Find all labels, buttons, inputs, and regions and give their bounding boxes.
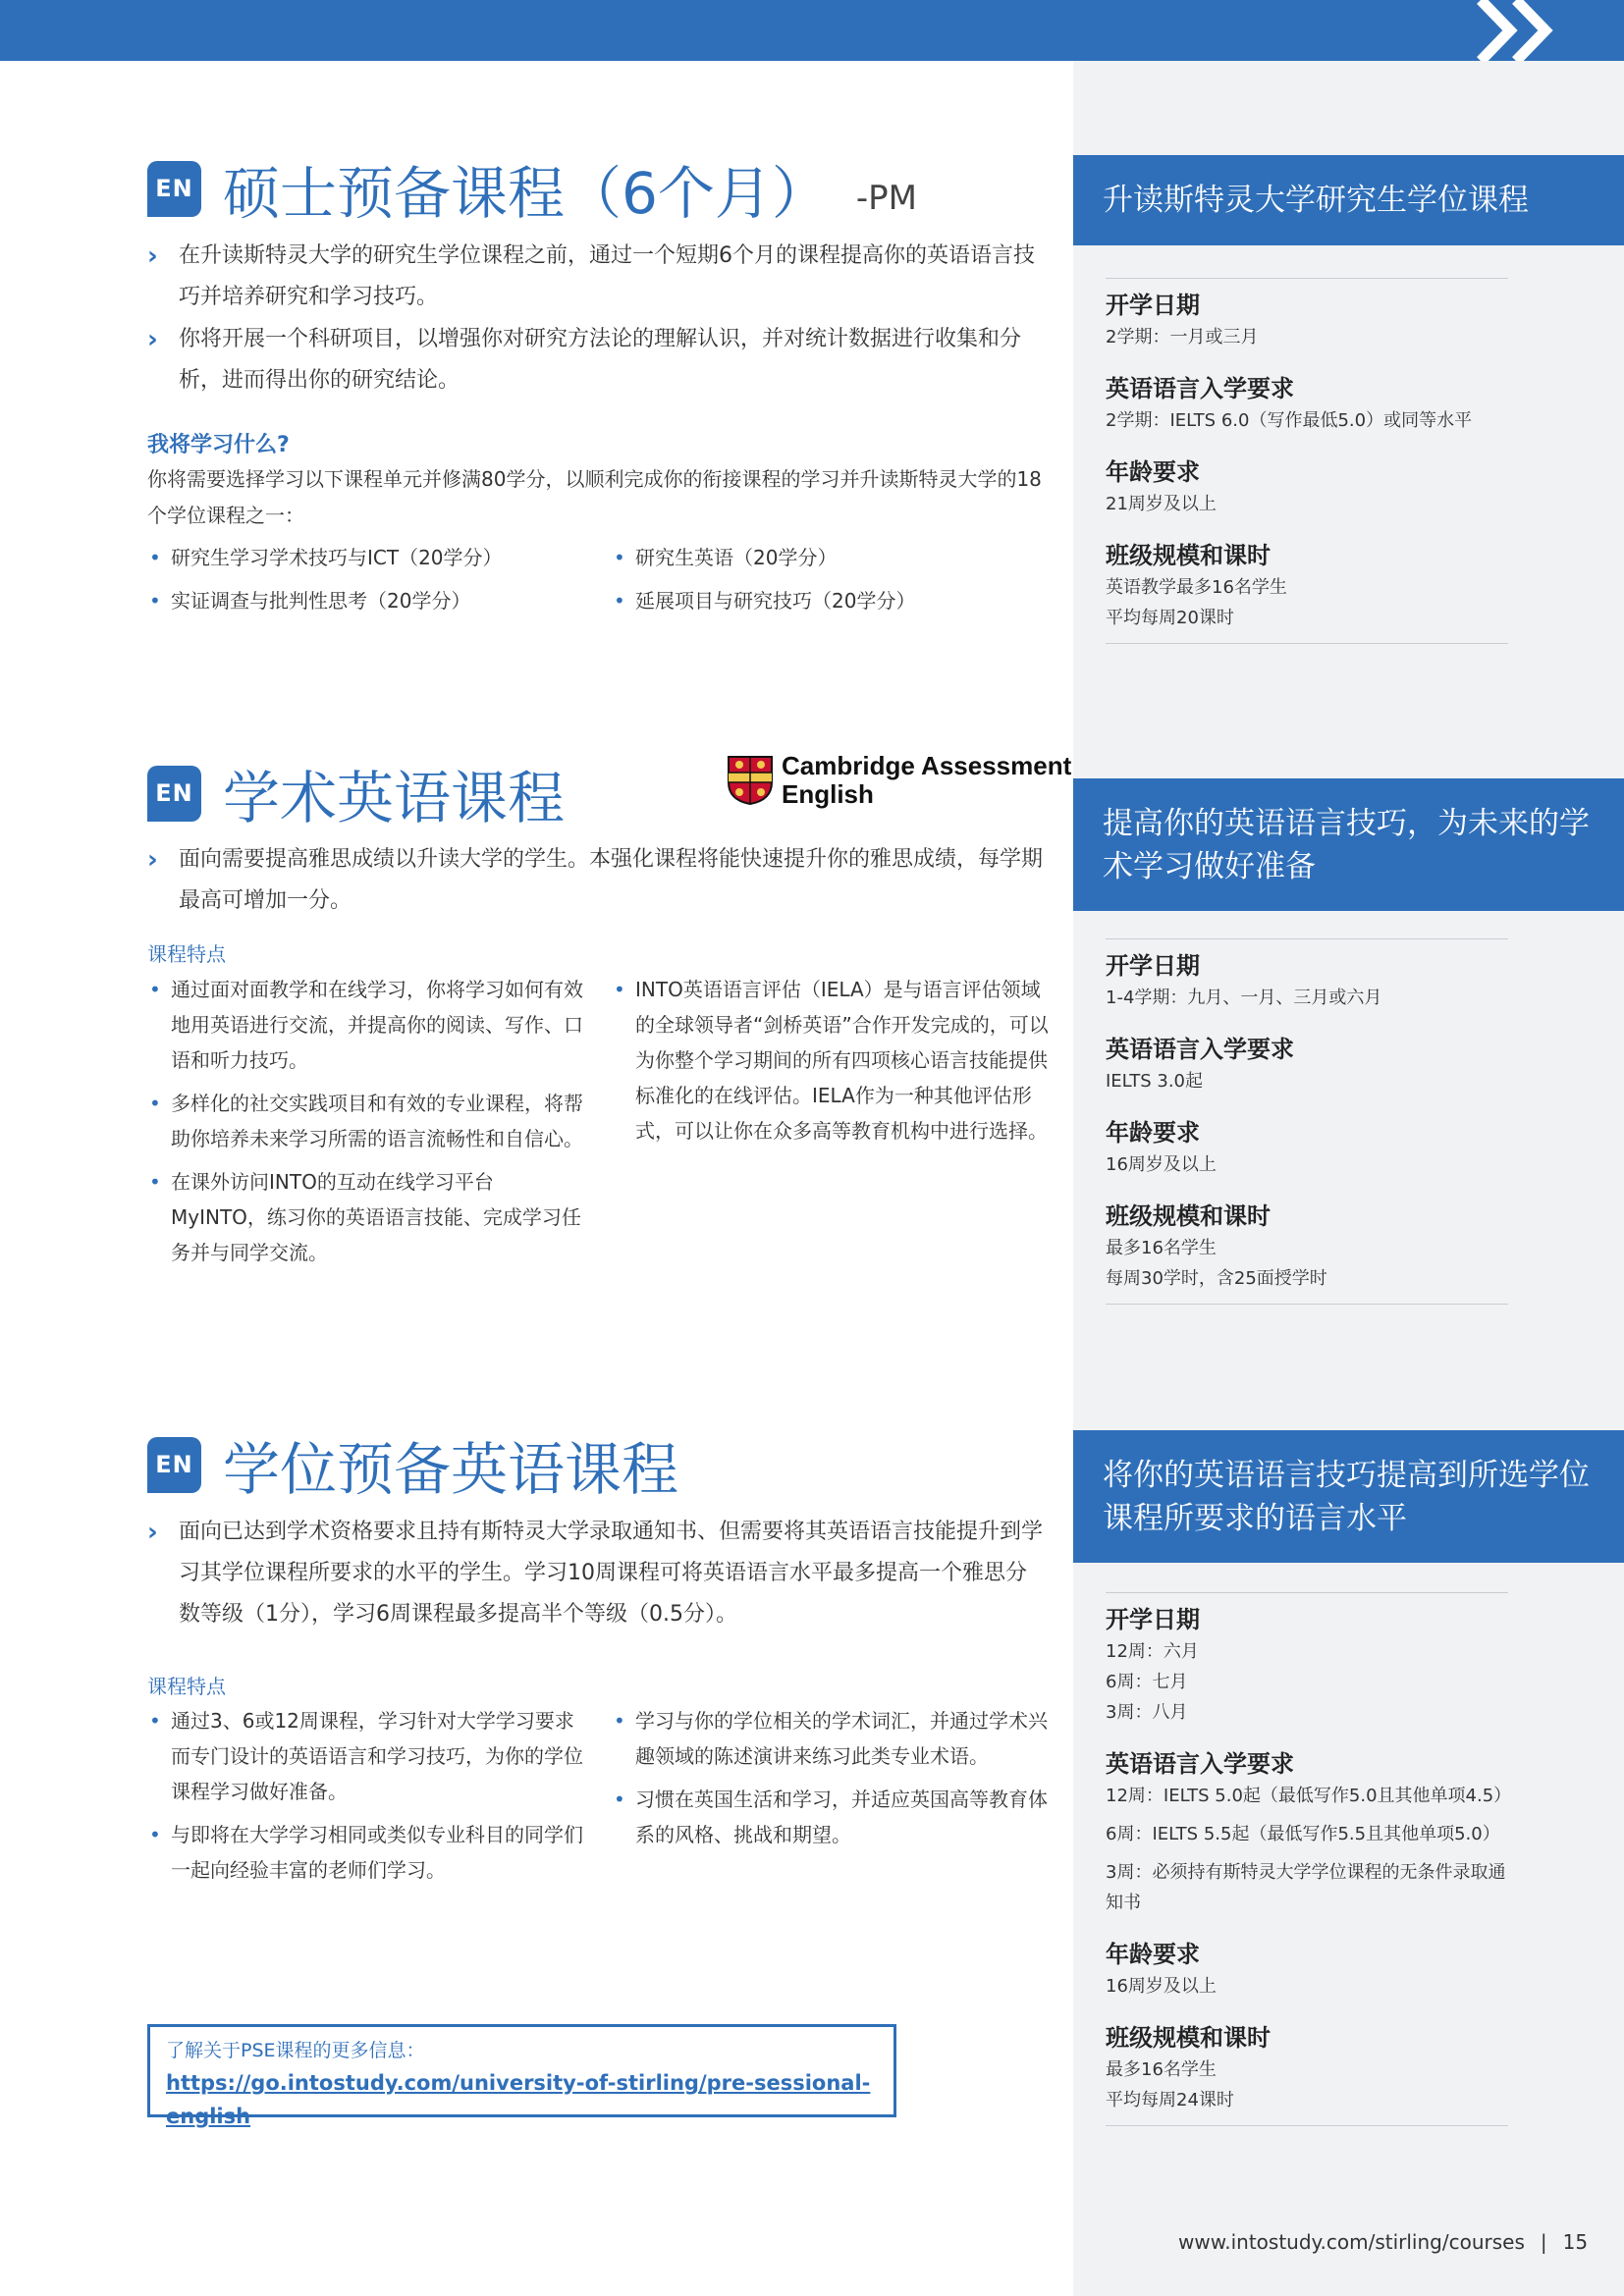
info-value: IELTS 3.0起 [1106,1071,1203,1092]
info-value: 3周：八月 [1106,1702,1188,1723]
list-item: • 实证调查与批判性思考（20学分） [147,583,589,618]
list-item: • 延展项目与研究技巧（20学分） [612,583,1054,618]
subheading: 我将学习什么? [147,433,290,457]
divider [1106,2125,1508,2126]
info-value: 6周：七月 [1106,1672,1188,1692]
divider [1106,1592,1508,1593]
sidebar-banner: 升读斯特灵大学研究生学位课程 [1073,155,1624,245]
info-value: 平均每周20课时 [1106,608,1234,628]
list-item: • 研究生英语（20学分） [612,540,1054,575]
info-value: 最多16名学生 [1106,1238,1217,1258]
list-item: • 在课外访问INTO的互动在线学习平台MyINTO，练习你的英语语言技能、完成学习任务并与同学交流。 [147,1164,589,1270]
list-item: • 通过3、6或12周课程，学习针对大学学习要求而专门设计的英语语言和学习技巧，为你的学位课程学习做好准备。 [147,1703,589,1809]
list-item: • 与即将在大学学习相同或类似专业科目的同学们一起向经验丰富的老师们学习。 [147,1817,589,1888]
footer-website-link[interactable]: www.intostudy.com/stirling/courses [1178,2230,1525,2254]
feature-list-left [147,1703,589,1896]
info-value: 英语教学最多16名学生 [1106,577,1287,598]
course-info-card [1106,1592,1512,2126]
chevron-right-icon: › [147,1518,158,1547]
chevron-right-icon: › [147,325,158,354]
section-eap-heading [147,752,565,834]
info-value: 12周：IELTS 5.0起（最低写作5.0且其他单项4.5） [1106,1786,1512,1806]
section-title-suffix: -PM [855,179,918,218]
divider [1106,1304,1508,1305]
bullet-icon: • [614,589,625,613]
list-item: • INTO英语语言评估（IELA）是与语言评估领域的全球领导者“剑桥英语”合作开发完成的，可以为你整个学习期间的所有四项核心语言技能提供标准化的在线评估。IELA作为一种其他评估形式，可以让你在众多高等教育机构中进行选择。 [612,972,1054,1148]
info-value: 最多16名学生 [1106,2059,1217,2080]
list-item: • 研究生学习学术技巧与ICT（20学分） [147,540,589,575]
bullet-icon: • [614,1709,625,1733]
info-label: 开学日期 [1106,1606,1200,1633]
info-label: 开学日期 [1106,292,1200,319]
intro-text: 你将需要选择学习以下课程单元并修满80学分，以顺利完成你的衔接课程的学习并升读斯特灵大学的18个学位课程之一： [147,467,1042,527]
section-title: 学位预备英语课程 [223,1436,679,1503]
bullet-icon: • [149,1709,161,1733]
info-label: 班级规模和课时 [1106,542,1271,569]
info-value: 6周：IELTS 5.5起（最低写作5.5且其他单项5.0） [1106,1824,1500,1844]
bullet-icon: • [149,1823,161,1846]
bullet-icon: • [149,546,161,569]
info-value: 16周岁及以上 [1106,1976,1217,1997]
chevron-right-icon: › [147,845,158,875]
info-value: 12周：六月 [1106,1641,1199,1662]
info-label: 班级规模和课时 [1106,1202,1271,1230]
chevron-right-icon: › [147,241,158,271]
info-label: 班级规模和课时 [1106,2024,1271,2052]
info-value: 16周岁及以上 [1106,1154,1217,1175]
more-info-box [147,2024,896,2128]
course-info-card [1106,938,1508,1305]
divider [1106,278,1508,279]
info-value: 2学期：IELTS 6.0（写作最低5.0）或同等水平 [1106,410,1473,431]
module-list-right [612,540,1054,626]
module-list-left [147,540,589,626]
info-label: 年龄要求 [1106,1119,1200,1147]
page-footer [1178,2230,1588,2254]
top-banner-bar [0,0,1624,61]
footer-separator: | [1540,2230,1547,2254]
info-label: 年龄要求 [1106,1941,1200,1968]
section-paragraph: › 面向已达到学术资格要求且持有斯特灵大学录取通知书、但需要将其英语语言技能提升到学习其学位课程所要求的水平的学生。学习10周课程可将英语语言水平最多提高一个雅思分数等级（1分），学习6周课程最多提高半个等级（0.5分）。 [147,1512,1046,1635]
en-badge-icon: EN [147,161,201,217]
course-info-card [1106,278,1508,644]
bullet-icon: • [614,546,625,569]
info-value: 平均每周24课时 [1106,2090,1234,2110]
en-badge-icon: EN [147,766,201,822]
logo-line1: Cambridge Assessment [782,751,1072,780]
double-chevron-right-icon [1473,0,1512,61]
bullet-icon: • [149,589,161,613]
more-info-label: 了解关于PSE课程的更多信息： [166,2040,425,2061]
info-label: 英语语言入学要求 [1106,1036,1294,1063]
info-value: 3周：必须持有斯特灵大学学位课程的无条件录取通知书 [1106,1862,1506,1913]
bullet-icon: • [149,978,161,1001]
list-item: • 学习与你的学位相关的学术词汇，并通过学术兴趣领域的陈述演讲来练习此类专业术语。 [612,1703,1054,1774]
sidebar-banner: 将你的英语语言技巧提高到所选学位课程所要求的语言水平 [1073,1430,1624,1563]
en-badge-icon: EN [147,1437,201,1493]
section-paragraph: › 在升读斯特灵大学的研究生学位课程之前，通过一个短期6个月的课程提高你的英语语言技巧并培养研究和学习技巧。 [147,236,1046,318]
bullet-icon: • [149,1170,161,1194]
feature-list-right [612,1703,1054,1860]
section-title: 学术英语课程 [223,765,566,831]
list-item: • 多样化的社交实践项目和有效的专业课程，将帮助你培养未来学习所需的语言流畅性和自信心。 [147,1086,589,1156]
feature-list-left [147,972,589,1278]
cambridge-assessment-logo [727,752,1071,809]
page-number: 15 [1562,2230,1589,2254]
info-label: 英语语言入学要求 [1106,1750,1294,1778]
section-paragraph: › 你将开展一个科研项目，以增强你对研究方法论的理解认识，并对统计数据进行收集和分析，进而得出你的研究结论。 [147,319,1046,401]
info-label: 年龄要求 [1106,458,1200,486]
logo-line2: English [782,779,874,809]
divider [1106,643,1508,644]
info-label: 开学日期 [1106,952,1200,980]
list-item: • 通过面对面教学和在线学习，你将学习如何有效地用英语进行交流，并提高你的阅读、写作、口语和听力技巧。 [147,972,589,1078]
bullet-icon: • [149,1092,161,1115]
list-item: • 习惯在英国生活和学习，并适应英国高等教育体系的风格、挑战和期望。 [612,1782,1054,1852]
bullet-icon: • [614,978,625,1001]
bullet-icon: • [614,1788,625,1811]
info-value: 21周岁及以上 [1106,494,1217,514]
info-value: 2学期：一月或三月 [1106,327,1259,347]
info-label: 英语语言入学要求 [1106,375,1294,402]
pse-course-link[interactable]: https://go.intostudy.com/university-of-stirling/pre-sessional-english [166,2071,871,2128]
subheading: 课程特点 [147,1675,226,1698]
info-value: 1-4学期：九月、一月、三月或六月 [1106,988,1382,1008]
cambridge-shield-icon [727,755,774,806]
sidebar-banner: 提高你的英语语言技巧，为未来的学术学习做好准备 [1073,778,1624,911]
subheading: 课程特点 [147,942,226,966]
divider [1106,938,1508,939]
section-paragraph: › 面向需要提高雅思成绩以升读大学的学生。本强化课程将能快速提升你的雅思成绩，每学期最高可增加一分。 [147,839,1046,922]
section-pm-heading [147,147,917,230]
info-value: 每周30学时，含25面授学时 [1106,1268,1327,1289]
section-pse-heading [147,1423,678,1506]
section-title: 硕士预备课程（6个月） [223,160,829,227]
feature-list-right [612,972,1054,1156]
